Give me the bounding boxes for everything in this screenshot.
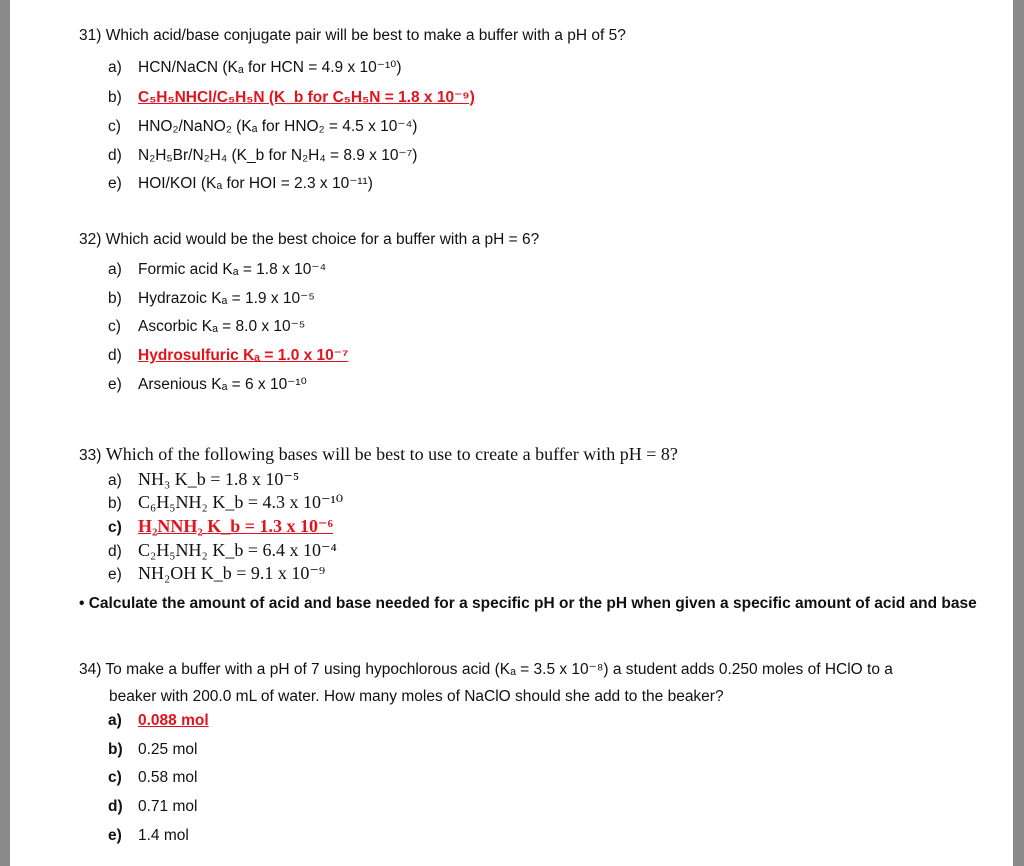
q32-option-d: d) Hydrosulfuric Kₐ = 1.0 x 10⁻⁷ [108,347,349,364]
q32-option-b: b) Hydrazoic Kₐ = 1.9 x 10⁻⁵ [108,290,315,307]
q32-option-e: e) Arsenious Kₐ = 6 x 10⁻¹⁰ [108,376,307,393]
q34-option-d: d) 0.71 mol [108,798,198,815]
q31-option-b: b) C₅H₅NHCl/C₅H₅N (K_b for C₅H₅N = 1.8 x 10⁻⁹) [108,89,475,106]
q31-option-a: a) HCN/NaCN (Kₐ for HCN = 4.9 x 10⁻¹⁰) [108,59,402,76]
q34-option-b: b) 0.25 mol [108,741,198,758]
q31-option-c: c) HNO₂/NaNO₂ (Kₐ for HNO₂ = 4.5 x 10⁻⁴) [108,118,418,135]
q33-option-b: b) C₆H₅NH₂ K_b = 4.3 x 10⁻¹⁰ [108,492,344,512]
q33-option-e: e) NH₂OH K_b = 9.1 x 10⁻⁹ [108,563,326,583]
q33-option-c: c) H₂NNH₂ K_b = 1.3 x 10⁻⁶ [108,516,333,536]
q33-option-a: a) NH₃ K_b = 1.8 x 10⁻⁵ [108,469,300,489]
q33-option-d: d) C₂H₅NH₂ K_b = 6.4 x 10⁻⁴ [108,540,337,560]
q32-option-a: a) Formic acid Kₐ = 1.8 x 10⁻⁴ [108,261,327,278]
q34-option-c: c) 0.58 mol [108,769,198,786]
q34-option-e: e) 1.4 mol [108,827,189,844]
correct-answer: H₂NNH₂ K_b = 1.3 x 10⁻⁶ [138,516,333,536]
q31-option-d: d) N₂H₅Br/N₂H₄ (K_b for N₂H₄ = 8.9 x 10⁻⁷) [108,147,418,164]
q32-option-c: c) Ascorbic Kₐ = 8.0 x 10⁻⁵ [108,318,306,335]
correct-answer: C₅H₅NHCl/C₅H₅N (K_b for C₅H₅N = 1.8 x 10⁻⁹) [138,89,475,106]
q32-question: 32) Which acid would be the best choice for a buffer with a pH = 6? [79,231,540,248]
correct-answer: Hydrosulfuric Kₐ = 1.0 x 10⁻⁷ [138,347,349,364]
objective-bullet: • Calculate the amount of acid and base needed for a specific pH or the pH when given a specific amount of acid and base [79,595,977,612]
correct-answer: 0.088 mol [138,712,209,729]
q31-question: 31) Which acid/base conjugate pair will be best to make a buffer with a pH of 5? [79,27,626,44]
q34-question: 34) To make a buffer with a pH of 7 using hypochlorous acid (Kₐ = 3.5 x 10⁻⁸) a student adds 0.250 moles of HClO to a beaker with 200.0 mL of water. How many moles of NaClO should she add to the beaker? [79,661,893,705]
q34-option-a: a) 0.088 mol [108,712,209,729]
q33-question: 33) Which of the following bases will be best to use to create a buffer with pH = 8? [79,444,678,464]
document-page [10,0,1013,866]
q31-option-e: e) HOI/KOI (Kₐ for HOI = 2.3 x 10⁻¹¹) [108,175,373,192]
